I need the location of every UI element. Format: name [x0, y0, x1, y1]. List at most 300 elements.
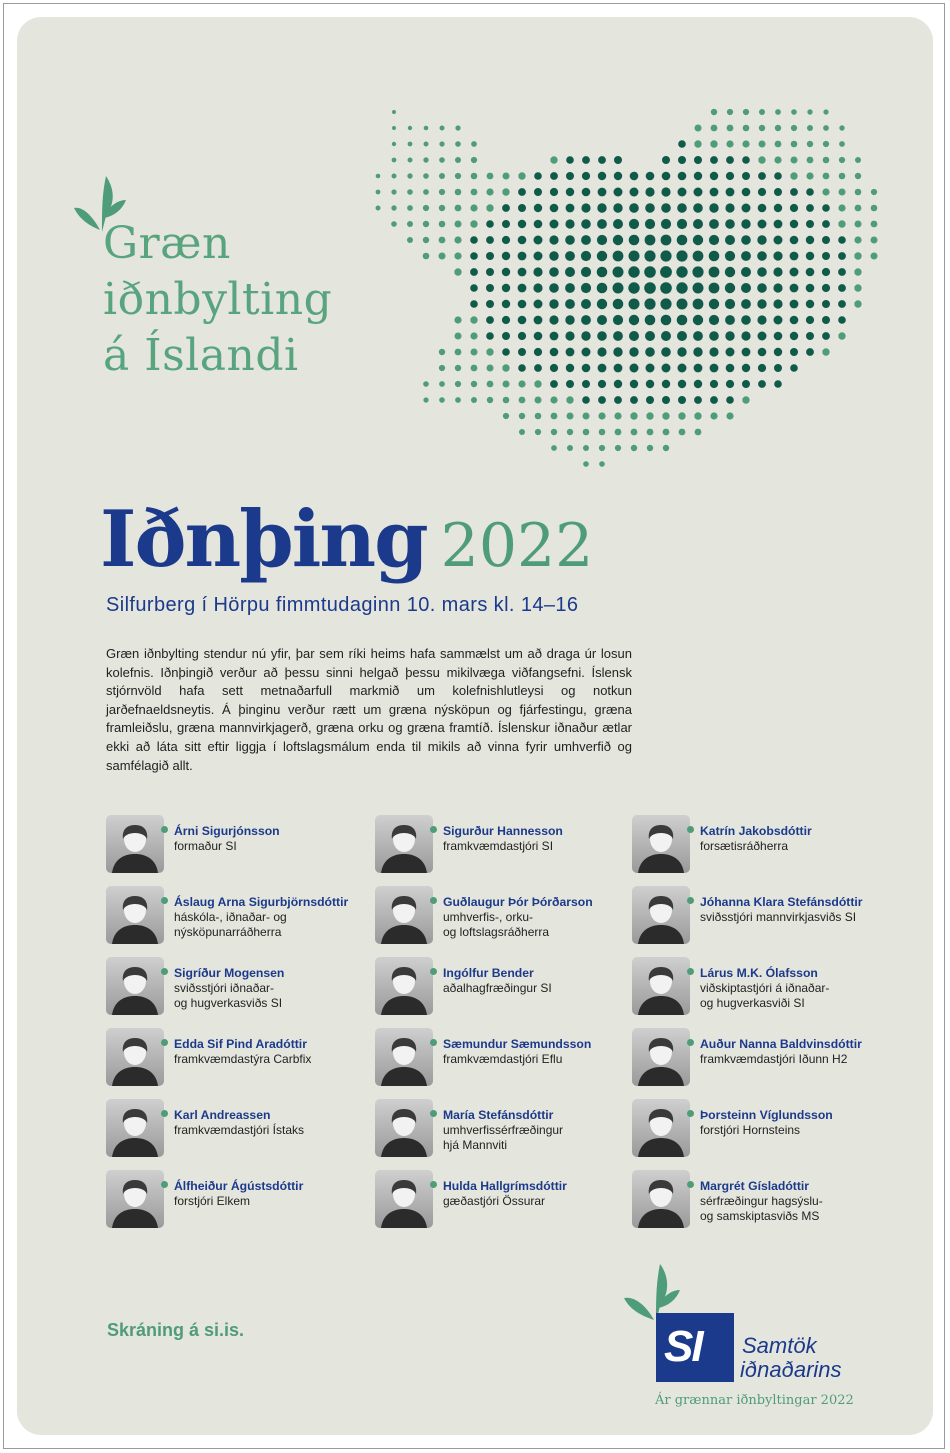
map-dot — [725, 203, 734, 212]
map-dot — [790, 188, 798, 196]
map-dot — [391, 189, 396, 194]
map-dot — [822, 220, 830, 228]
map-dot — [550, 204, 559, 213]
map-dot — [407, 237, 413, 243]
map-dot — [871, 237, 878, 244]
map-dot — [550, 396, 557, 403]
map-dot — [502, 300, 510, 308]
speaker-card — [632, 886, 892, 946]
map-dot — [855, 189, 862, 196]
map-dot — [839, 157, 845, 163]
speaker-role-line: formaður SI — [174, 839, 237, 853]
map-dot — [773, 251, 782, 260]
map-dot — [758, 364, 766, 372]
map-dot — [376, 174, 381, 179]
map-dot — [791, 109, 797, 115]
map-dot — [710, 156, 718, 164]
map-dot — [454, 252, 461, 259]
map-dot — [822, 284, 830, 292]
speaker-name: Álfheiður Ágústsdóttir — [174, 1179, 304, 1193]
speaker-name: Sæmundur Sæmundsson — [443, 1037, 592, 1051]
map-dot — [519, 397, 526, 404]
speaker-photo — [375, 1099, 433, 1157]
speaker-card — [632, 815, 892, 875]
map-dot — [486, 236, 494, 244]
map-dot — [662, 412, 669, 419]
map-dot — [470, 252, 478, 260]
bullet-dot — [430, 826, 437, 833]
map-dot — [599, 461, 605, 467]
map-dot — [549, 283, 559, 293]
map-dot — [645, 347, 655, 357]
map-dot — [518, 316, 527, 325]
speaker-role-line: og hugverkasviðs SI — [174, 995, 283, 1010]
bullet-dot — [687, 826, 694, 833]
speaker-role — [443, 1123, 563, 1152]
map-dot — [550, 172, 558, 180]
map-dot — [629, 299, 640, 310]
speaker-role — [174, 1123, 304, 1138]
map-dot — [660, 250, 671, 261]
map-dot — [693, 315, 703, 325]
map-dot — [645, 235, 656, 246]
map-dot — [629, 331, 639, 341]
map-dot — [566, 396, 573, 403]
map-dot — [598, 380, 606, 388]
map-dot — [423, 253, 430, 260]
map-dot — [565, 267, 575, 277]
map-dot — [502, 252, 510, 260]
speaker-role — [700, 1123, 800, 1138]
map-dot — [613, 267, 624, 278]
map-dot — [598, 364, 607, 373]
map-dot — [566, 348, 575, 357]
speaker-role — [174, 1052, 311, 1067]
map-dot — [678, 188, 687, 197]
map-dot — [791, 157, 798, 164]
map-dot — [628, 282, 639, 293]
map-dot — [871, 221, 878, 228]
speaker-role — [174, 839, 237, 854]
map-dot — [503, 413, 509, 419]
map-dot — [727, 109, 733, 115]
speaker-role-line: og loftslagsráðherra — [443, 924, 550, 939]
map-dot — [613, 299, 624, 310]
map-dot — [534, 364, 542, 372]
map-dot — [597, 219, 607, 229]
map-dot — [839, 173, 846, 180]
speaker-card — [375, 886, 635, 946]
speaker-photo — [375, 1028, 433, 1086]
map-dot — [598, 396, 606, 404]
map-dot — [471, 173, 478, 180]
map-dot — [725, 251, 735, 261]
speaker-role-line: og hugverkasviði SI — [700, 995, 805, 1010]
map-dot — [597, 347, 606, 356]
speaker-name: María Stefánsdóttir — [443, 1108, 554, 1122]
speaker-photo — [106, 1028, 164, 1086]
map-dot — [773, 299, 782, 308]
map-dot — [614, 172, 622, 180]
map-dot — [741, 315, 751, 325]
speaker-role-line: framkvæmdastjóri SI — [443, 839, 554, 853]
map-dot — [613, 219, 623, 229]
map-dot — [757, 235, 766, 244]
bullet-dot — [161, 1110, 168, 1117]
map-dot — [854, 284, 861, 291]
map-dot — [838, 236, 846, 244]
map-dot — [839, 141, 845, 147]
map-dot — [647, 429, 654, 436]
map-dot — [806, 188, 814, 196]
map-dot — [518, 300, 527, 309]
map-dot — [565, 331, 574, 340]
map-dot — [566, 204, 575, 213]
speaker-name: Edda Sif Pind Aradóttir — [174, 1037, 307, 1051]
speaker-card — [106, 886, 366, 946]
map-dot — [661, 347, 671, 357]
speaker-card — [375, 1170, 635, 1230]
map-dot — [439, 221, 446, 228]
map-dot — [630, 380, 638, 388]
map-dot — [790, 236, 799, 245]
map-dot — [677, 235, 688, 246]
map-dot — [439, 349, 445, 355]
event-year: 2022 — [440, 511, 594, 581]
map-dot — [758, 220, 767, 229]
map-dot — [678, 172, 687, 181]
map-dot — [822, 204, 830, 212]
map-dot — [822, 268, 830, 276]
speaker-role — [700, 981, 829, 1010]
map-dot — [693, 235, 703, 245]
speaker-role-line: umhverfis-, orku- — [443, 910, 534, 924]
map-dot — [614, 380, 622, 388]
map-dot — [392, 158, 397, 163]
map-dot — [726, 412, 733, 419]
map-dot — [470, 332, 477, 339]
speaker-card — [632, 1099, 892, 1159]
speaker-name: Árni Sigurjónsson — [174, 824, 280, 838]
map-dot — [742, 156, 750, 164]
map-dot — [565, 219, 574, 228]
map-dot — [644, 282, 656, 294]
map-dot — [582, 348, 591, 357]
map-dot — [581, 331, 590, 340]
map-dot — [725, 299, 735, 309]
map-dot — [503, 397, 510, 404]
map-dot — [629, 235, 640, 246]
speaker-photo — [106, 1099, 164, 1157]
map-dot — [439, 253, 446, 260]
map-dot — [534, 332, 543, 341]
map-dot — [741, 267, 751, 277]
map-dot — [790, 316, 799, 325]
map-dot — [854, 252, 861, 259]
map-dot — [757, 283, 767, 293]
speaker-role — [700, 910, 856, 925]
map-dot — [581, 203, 590, 212]
map-dot — [677, 299, 688, 310]
map-dot — [759, 141, 766, 148]
map-dot — [711, 125, 718, 132]
speaker-role-line: sviðsstjóri iðnaðar- — [174, 981, 275, 995]
map-dot — [838, 252, 846, 260]
map-dot — [598, 188, 607, 197]
map-dot — [791, 125, 797, 131]
map-dot — [644, 250, 655, 261]
speaker-name: Sigríður Mogensen — [174, 966, 285, 980]
speaker-photo — [375, 886, 433, 944]
map-dot — [725, 235, 735, 245]
map-dot — [677, 203, 687, 213]
map-dot — [806, 204, 814, 212]
map-dot — [566, 156, 574, 164]
map-dot — [806, 172, 813, 179]
map-dot — [773, 283, 782, 292]
map-dot — [630, 172, 639, 181]
speaker-name: Margrét Gísladóttir — [700, 1179, 810, 1193]
map-dot — [439, 397, 445, 403]
bullet-dot — [161, 826, 168, 833]
map-dot — [534, 204, 542, 212]
speaker-role-line: framkvæmdastjóri Iðunn H2 — [700, 1052, 848, 1066]
map-dot — [549, 267, 559, 277]
map-dot — [807, 141, 813, 147]
speaker-role — [174, 981, 282, 1010]
map-dot — [407, 189, 413, 195]
map-dot — [823, 157, 830, 164]
map-dot — [565, 251, 575, 261]
map-dot — [518, 332, 526, 340]
map-dot — [726, 364, 735, 373]
map-dot — [614, 396, 622, 404]
map-dot — [726, 396, 734, 404]
map-dot — [741, 219, 750, 228]
map-dot — [455, 205, 462, 212]
map-dot — [486, 188, 493, 195]
iceland-dot-map — [330, 88, 910, 488]
map-dot — [823, 173, 830, 180]
speaker-role — [443, 910, 549, 939]
map-dot — [709, 235, 719, 245]
map-dot — [518, 380, 525, 387]
map-dot — [439, 141, 444, 146]
map-dot — [582, 396, 590, 404]
map-dot — [502, 316, 510, 324]
map-dot — [774, 204, 782, 212]
speaker-name: Lárus M.K. Ólafsson — [700, 966, 818, 980]
speaker-name: Sigurður Hannesson — [443, 824, 563, 838]
speaker-photo — [375, 815, 433, 873]
map-dot — [660, 266, 672, 278]
map-dot — [790, 204, 798, 212]
map-dot — [455, 125, 460, 130]
map-dot — [439, 237, 446, 244]
map-dot — [710, 140, 717, 147]
map-dot — [726, 348, 735, 357]
map-dot — [710, 412, 717, 419]
bullet-dot — [161, 968, 168, 975]
map-dot — [790, 300, 799, 309]
map-dot — [597, 331, 607, 341]
map-dot — [742, 140, 749, 147]
speaker-name: Þorsteinn Víglundsson — [700, 1108, 833, 1122]
map-dot — [679, 429, 686, 436]
map-dot — [662, 364, 671, 373]
map-dot — [550, 380, 558, 388]
map-dot — [565, 283, 575, 293]
map-dot — [677, 219, 687, 229]
speaker-role — [700, 1052, 847, 1067]
speaker-photo — [106, 815, 164, 873]
map-dot — [871, 253, 878, 260]
campaign-title-line3: á Íslandi — [103, 330, 299, 381]
map-dot — [502, 332, 510, 340]
bullet-dot — [430, 1110, 437, 1117]
map-dot — [439, 189, 445, 195]
speaker-role — [700, 1194, 823, 1223]
map-dot — [694, 396, 702, 404]
map-dot — [759, 125, 765, 131]
map-dot — [630, 396, 638, 404]
bullet-dot — [687, 897, 694, 904]
map-dot — [439, 381, 445, 387]
map-dot — [455, 189, 462, 196]
map-dot — [710, 172, 718, 180]
map-dot — [423, 157, 428, 162]
map-dot — [583, 461, 589, 467]
map-dot — [550, 348, 559, 357]
speaker-role — [174, 910, 287, 939]
map-dot — [518, 172, 525, 179]
map-dot — [661, 315, 672, 326]
map-dot — [471, 365, 478, 372]
map-dot — [855, 173, 861, 179]
map-dot — [486, 332, 494, 340]
map-dot — [662, 380, 670, 388]
map-dot — [533, 283, 542, 292]
map-dot — [822, 348, 829, 355]
map-dot — [486, 268, 494, 276]
speaker-photo — [632, 957, 690, 1015]
map-dot — [534, 188, 542, 196]
map-dot — [743, 125, 750, 132]
map-dot — [408, 142, 413, 147]
map-dot — [647, 445, 653, 451]
map-dot — [486, 348, 493, 355]
map-dot — [583, 429, 590, 436]
map-dot — [486, 204, 493, 211]
map-dot — [822, 316, 830, 324]
map-dot — [423, 189, 429, 195]
map-dot — [583, 413, 590, 420]
speaker-role-line: nýsköpunarráðherra — [174, 924, 282, 939]
map-dot — [598, 156, 606, 164]
map-dot — [774, 156, 781, 163]
speaker-role-line: hjá Mannviti — [443, 1137, 508, 1152]
map-dot — [471, 381, 477, 387]
map-dot — [518, 268, 527, 277]
map-dot — [502, 220, 510, 228]
map-dot — [519, 413, 525, 419]
map-dot — [583, 445, 589, 451]
map-dot — [644, 266, 656, 278]
map-dot — [470, 220, 477, 227]
map-dot — [615, 445, 621, 451]
map-dot — [407, 173, 412, 178]
map-dot — [806, 332, 814, 340]
map-dot — [597, 203, 606, 212]
map-dot — [629, 315, 639, 325]
map-dot — [839, 125, 844, 130]
map-dot — [408, 126, 412, 130]
map-dot — [567, 413, 574, 420]
map-dot — [855, 221, 862, 228]
map-dot — [454, 316, 461, 323]
bullet-dot — [687, 1039, 694, 1046]
map-dot — [502, 268, 510, 276]
map-dot — [646, 380, 654, 388]
map-dot — [565, 235, 575, 245]
map-dot — [423, 221, 429, 227]
speaker-card — [632, 957, 892, 1017]
map-dot — [631, 429, 638, 436]
map-dot — [582, 172, 590, 180]
speaker-name: Auður Nanna Baldvinsdóttir — [700, 1037, 862, 1051]
bullet-dot — [687, 968, 694, 975]
map-dot — [710, 396, 718, 404]
map-dot — [549, 251, 558, 260]
map-dot — [549, 299, 558, 308]
map-dot — [663, 445, 669, 451]
bullet-dot — [687, 1181, 694, 1188]
speaker-role-line: forstjóri Hornsteins — [700, 1123, 801, 1137]
map-dot — [423, 397, 428, 402]
map-dot — [727, 125, 734, 132]
map-dot — [741, 331, 750, 340]
speaker-name: Guðlaugur Þór Þórðarson — [443, 895, 593, 909]
map-dot — [790, 220, 798, 228]
si-logo-line1: Samtök — [742, 1333, 817, 1358]
map-dot — [742, 172, 750, 180]
speaker-card — [106, 1028, 366, 1088]
map-dot — [582, 364, 591, 373]
map-dot — [502, 348, 510, 356]
map-dot — [613, 283, 624, 294]
map-dot — [551, 413, 558, 420]
map-dot — [678, 380, 686, 388]
map-dot — [710, 364, 719, 373]
speaker-name: Katrín Jakobsdóttir — [700, 824, 812, 838]
map-dot — [838, 300, 846, 308]
speaker-role-line: umhverfissérfræðingur — [443, 1123, 564, 1137]
event-subtitle: Silfurberg í Hörpu fimmtudaginn 10. mars kl. 14–16 — [106, 594, 579, 616]
map-dot — [614, 156, 622, 164]
map-dot — [775, 141, 782, 148]
speaker-role-line: sviðsstjóri mannvirkjasviðs SI — [700, 910, 857, 924]
map-dot — [598, 412, 605, 419]
speaker-card — [375, 1028, 635, 1088]
map-dot — [487, 173, 494, 180]
map-dot — [838, 268, 846, 276]
map-dot — [806, 220, 814, 228]
map-dot — [791, 141, 798, 148]
map-dot — [741, 299, 751, 309]
speaker-role-line: framkvæmdastjóri Eflu — [443, 1052, 563, 1066]
map-dot — [774, 220, 783, 229]
speaker-role-line: sérfræðingur hagsýslu- — [700, 1194, 823, 1208]
